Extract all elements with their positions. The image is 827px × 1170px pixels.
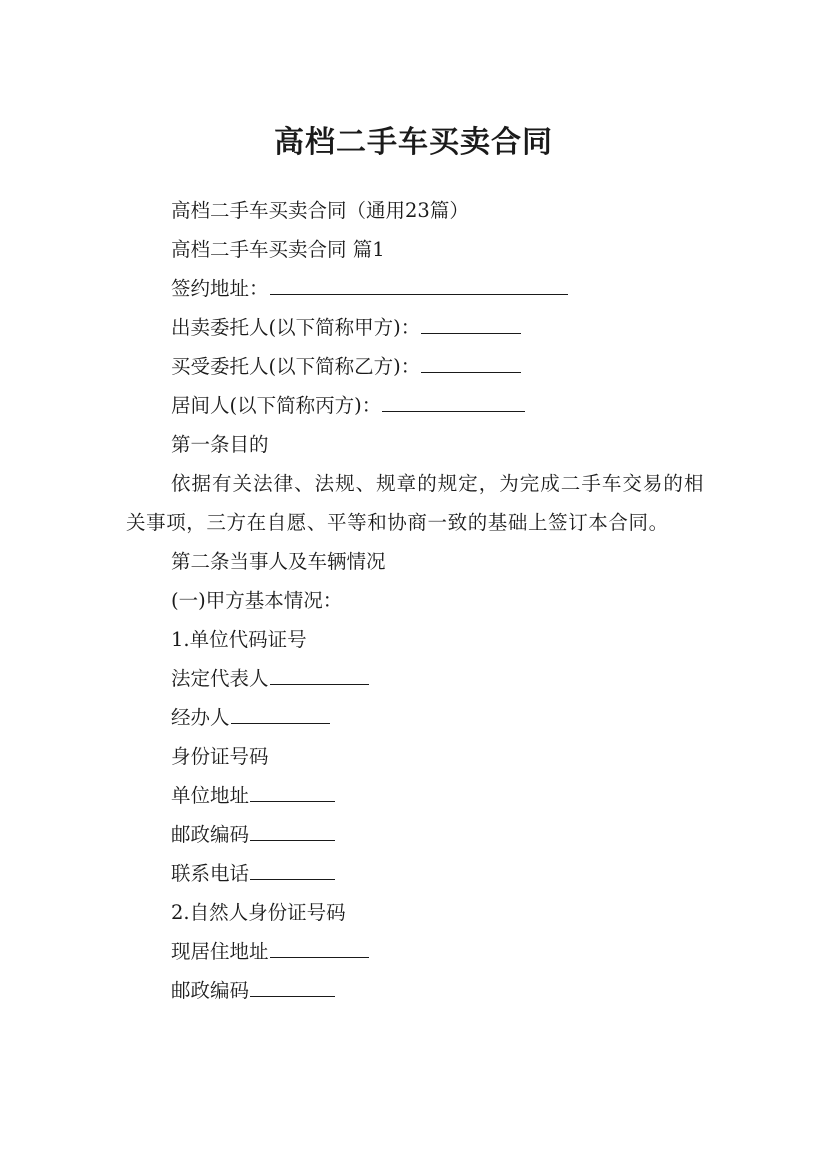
document-body	[126, 191, 704, 1010]
paragraph-text: 2.自然人身份证号码	[171, 901, 346, 924]
paragraph-text: 高档二手车买卖合同（通用23篇）	[171, 199, 469, 222]
fill-in-blank[interactable]	[250, 779, 335, 802]
fill-in-blank[interactable]	[270, 935, 369, 958]
fill-in-blank[interactable]	[250, 974, 335, 997]
field-label: 居间人(以下简称丙方)：	[171, 394, 382, 417]
field-label: 联系电话	[171, 862, 250, 885]
field-buyer-agent	[126, 347, 704, 386]
field-seller-agent	[126, 308, 704, 347]
field-residence-address	[126, 932, 704, 971]
field-postal-code	[126, 815, 704, 854]
field-id-number	[126, 737, 704, 776]
field-unit-address	[126, 776, 704, 815]
paragraph-text: 高档二手车买卖合同 篇1	[171, 238, 385, 261]
field-label: 邮政编码	[171, 823, 250, 846]
field-label: 经办人	[171, 706, 230, 729]
subsection-heading	[126, 581, 704, 620]
field-phone	[126, 854, 704, 893]
paragraph-text: 第二条当事人及车辆情况	[171, 550, 386, 573]
field-label: 买受委托人(以下简称乙方)：	[171, 355, 421, 378]
article-heading	[126, 542, 704, 581]
field-label: 法定代表人	[171, 667, 269, 690]
fill-in-blank[interactable]	[231, 701, 330, 724]
fill-in-blank[interactable]	[270, 662, 369, 685]
paragraph-text: 第一条目的	[171, 433, 269, 456]
field-legal-representative	[126, 659, 704, 698]
paragraph-section-heading	[126, 230, 704, 269]
fill-in-blank[interactable]	[250, 818, 335, 841]
fill-in-blank[interactable]	[382, 389, 525, 412]
paragraph-text: 依据有关法律、法规、规章的规定，为完成二手车交易的相关事项，三方在自愿、平等和协商一致的基础上签订本合同。	[126, 472, 704, 534]
field-label: 现居住地址	[171, 940, 269, 963]
fill-in-blank[interactable]	[421, 350, 521, 373]
field-label: 单位地址	[171, 784, 250, 807]
field-intermediary	[126, 386, 704, 425]
list-item	[126, 620, 704, 659]
field-label: 出卖委托人(以下简称甲方)：	[171, 316, 421, 339]
paragraph-text: 1.单位代码证号	[171, 628, 307, 651]
field-signing-address	[126, 269, 704, 308]
paragraph-body	[126, 464, 704, 542]
fill-in-blank[interactable]	[270, 272, 568, 295]
field-label: 邮政编码	[171, 979, 250, 1002]
list-item	[126, 893, 704, 932]
fill-in-blank[interactable]	[421, 311, 521, 334]
article-heading	[126, 425, 704, 464]
field-handler	[126, 698, 704, 737]
field-label: 身份证号码	[171, 745, 269, 768]
document-title: 高档二手车买卖合同	[274, 125, 553, 161]
field-postal-code	[126, 971, 704, 1010]
field-label: 签约地址：	[171, 277, 269, 300]
fill-in-blank[interactable]	[250, 857, 335, 880]
paragraph-subtitle	[126, 191, 704, 230]
paragraph-text: (一)甲方基本情况：	[171, 589, 343, 612]
